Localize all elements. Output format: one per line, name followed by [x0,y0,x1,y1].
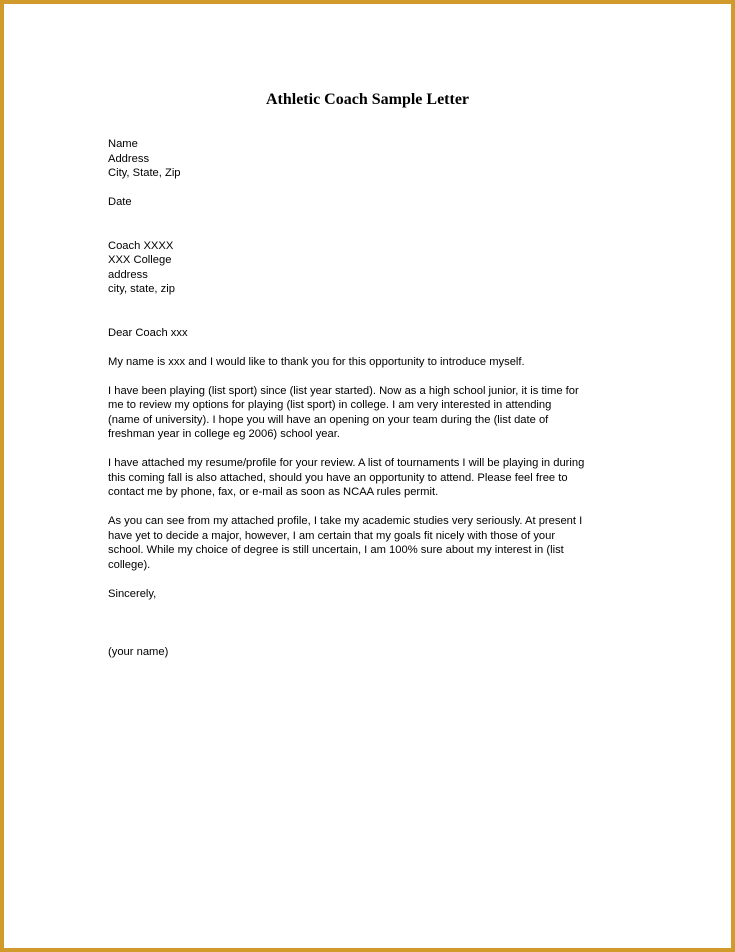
recipient-block [108,239,638,297]
salutation: Dear Coach xxx [108,326,188,339]
sender-block [108,137,638,181]
recipient-city-state-zip: city, state, zip [108,283,175,295]
letter-body [108,137,638,659]
closing: Sincerely, [108,587,157,600]
recipient-college: XXX College [108,254,172,266]
sender-name: Name [108,138,138,150]
recipient-name: Coach XXXX [108,239,174,252]
paragraph-playing: I have been playing (list sport) since (list year started). Now as a high school junior, it is time for me to review my options for playing (list sport) in college. I am very interested in attending (name of university). I hope you will have an opening on your team during the (list date of freshman year in college eg 2006) school year. [108,384,579,440]
paragraph-intro: My name is xxx and I would like to thank you for this opportunity to introduce myself. [108,355,525,368]
letter-date: Date [108,196,132,208]
paragraph-academics: As you can see from my attached profile, I take my academic studies very seriously. At present I have yet to decide a major, however, I am certain that my goals fit nicely with those of your school. While my choice of degree is still uncertain, I am 100% sure about my interest in (list college). [108,515,583,571]
letter-title: Athletic Coach Sample Letter [265,91,470,108]
recipient-address: address [108,268,148,281]
sender-city-state-zip: City, State, Zip [108,167,181,179]
signature: (your name) [108,645,169,658]
paragraph-resume: I have attached my resume/profile for your review. A list of tournaments I will be playing in during this coming fall is also attached, should you have an opportunity to attend. Please feel free to contact me by phone, fax, or e-mail as soon as NCAA rules permit. [108,457,585,498]
sender-address: Address [108,152,150,165]
